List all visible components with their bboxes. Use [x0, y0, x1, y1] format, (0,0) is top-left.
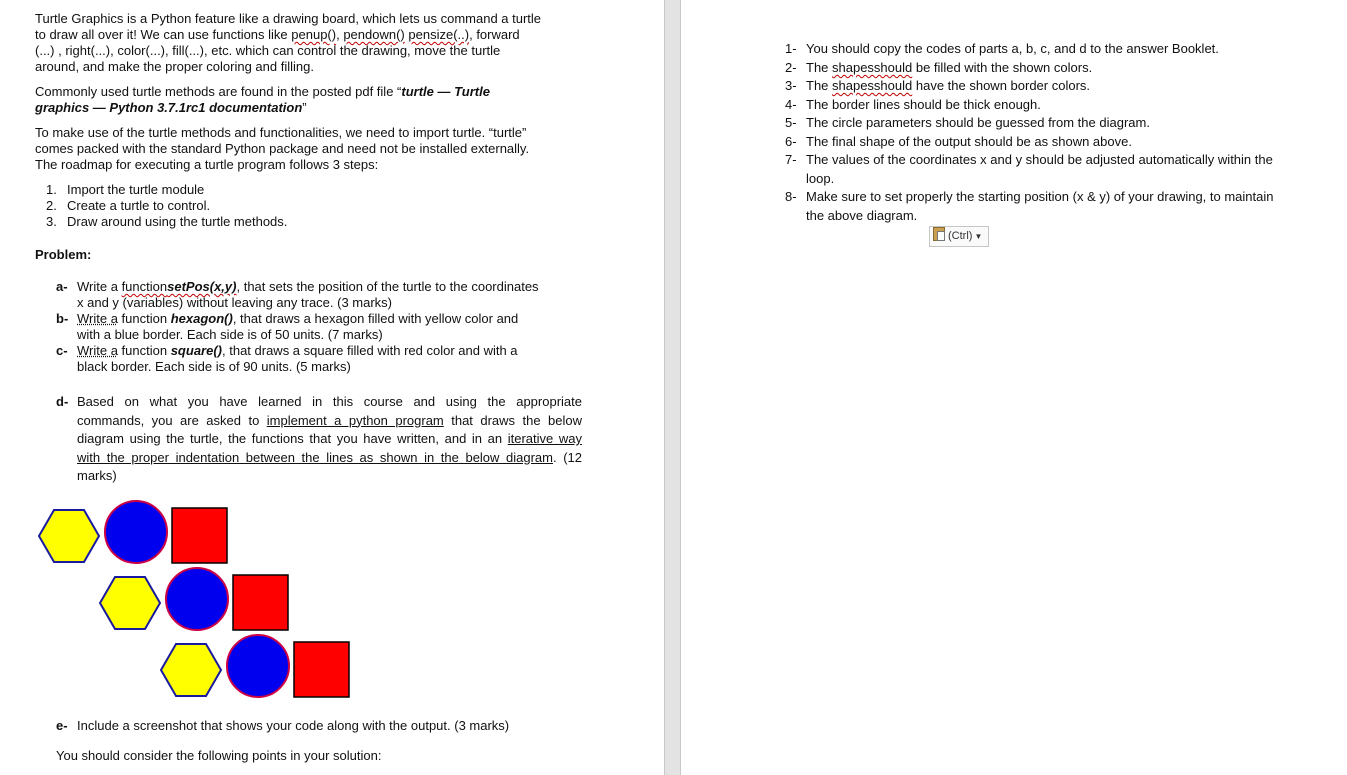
- requirement-text: The circle parameters should be guessed from the diagram.: [806, 115, 1150, 130]
- requirement-number: 2-: [785, 60, 797, 75]
- circle-shape: [105, 501, 167, 563]
- left-document-page: Turtle Graphics is a Python feature like a drawing board, which lets us command a turtle to draw all over it! We can use functions like penup(), pendown() pensize(..), forward (...) , right(...), color(...), fill(...), etc. which can control the drawing, move the turtle around, and make the proper coloring and filling. Commonly used turtle methods are found in the posted pdf file “turtle — Turtle graphics — Python 3.7.1rc1 documentation” To make use of the turtle methods and functionalities, we need to import turtle. “turtle” comes packed with the standard Python package and need not be installed externally. The roadmap for executing a turtle program follows 3 steps: 1. Import the turtle module 2. Create a turtle to control. 3. Draw around using the turtle methods. Problem: a- Write a functionsetPos(x,y), that sets the position of the turtle to the coordinates x and y (variables) without leaving any trace. (3 marks) b- Write a function hexagon(), that draws a hexagon filled with yellow color and with a blue border. Each side is of 50 units. (7 marks) c- Write a function square(), that draws a square filled with red color and with a black border. Each side is of 90 units. (5 marks) d- Based on what you have learned in this course and using the appropriate commands, you are asked to implement a python program that draws the below diagram using the turtle, the functions that you have written, and in an iterative way with the proper indentation between the lines as shown in the below diagram. (12 marks) e- Include a screenshot that shows your code along with the output. (3 marks) You should consider the following points in your solution:: [0, 0, 664, 775]
- requirement-text: The shapesshould have the shown border colors.: [806, 78, 1091, 93]
- step-text: Import the turtle module: [67, 182, 205, 197]
- item-label: d-: [56, 394, 69, 409]
- intro-line-4: around, and make the proper coloring and filling.: [35, 59, 314, 74]
- item-label: e-: [56, 718, 68, 733]
- hexagon-shape: [39, 510, 99, 562]
- requirement-text: The border lines should be thick enough.: [806, 97, 1041, 112]
- requirement-number: 5-: [785, 115, 797, 130]
- circle-shape: [166, 568, 228, 630]
- item-label: a-: [56, 279, 68, 294]
- setpos-func-name: setPos(x,y): [167, 279, 237, 294]
- requirement-number: 7-: [785, 152, 797, 167]
- hexagon-shape: [100, 577, 160, 629]
- hexagon-func-name: hexagon(): [170, 311, 233, 326]
- requirement-text: The shapesshould be filled with the shown colors.: [806, 60, 1093, 75]
- docs-line-2: graphics — Python 3.7.1rc1 documentation”: [35, 100, 307, 115]
- square-shape: [294, 642, 349, 697]
- import-line-3: The roadmap for executing a turtle program follows 3 steps:: [35, 157, 379, 172]
- dropdown-arrow-icon: ▼: [974, 232, 983, 241]
- import-line-1: To make use of the turtle methods and functionalities, we need to import turtle. “turtle”: [35, 125, 527, 140]
- clipboard-icon: [933, 227, 945, 241]
- requirement-number: 3-: [785, 78, 797, 93]
- step-text: Draw around using the turtle methods.: [67, 214, 288, 229]
- requirement-number: 8-: [785, 189, 797, 204]
- requirement-number: 6-: [785, 134, 797, 149]
- intro-line-1: Turtle Graphics is a Python feature like a drawing board, which lets us command a turtle: [35, 11, 542, 26]
- requirement-text: Make sure to set properly the starting position (x & y) of your drawing, to maintain the above diagram.: [806, 189, 1274, 223]
- requirement-number: 4-: [785, 97, 797, 112]
- step-number: 3.: [46, 214, 57, 229]
- item-label: b-: [56, 311, 69, 326]
- requirement-number: 1-: [785, 41, 797, 56]
- right-document-page: [681, 0, 1347, 775]
- square-shape: [233, 575, 288, 630]
- intro-line-3: (...) , right(...), color(...), fill(...), etc. which can control the drawing, move the turtle: [35, 43, 501, 58]
- square-func-name: square(): [170, 343, 222, 358]
- step-number: 2.: [46, 198, 57, 213]
- paste-options-button[interactable]: (Ctrl) ▼: [929, 226, 989, 247]
- hexagon-shape: [161, 644, 221, 696]
- problem-heading: Problem:: [35, 247, 92, 262]
- requirement-text: You should copy the codes of parts a, b, c, and d to the answer Booklet.: [806, 41, 1219, 56]
- consider-line: You should consider the following points in your solution:: [56, 748, 382, 763]
- square-shape: [172, 508, 227, 563]
- docs-line-1: Commonly used turtle methods are found in the posted pdf file “turtle — Turtle: [35, 84, 490, 99]
- page-gutter: [664, 0, 681, 775]
- pensize-text: pensize(..): [408, 27, 470, 42]
- item-label: c-: [56, 343, 68, 358]
- turtle-diagram: [0, 0, 664, 775]
- requirement-text: The final shape of the output should be as shown above.: [806, 134, 1132, 149]
- requirement-text: The values of the coordinates x and y should be adjusted automatically within the loop.: [806, 152, 1273, 186]
- circle-shape: [227, 635, 289, 697]
- pendown-text: pendown(): [343, 27, 405, 42]
- penup-text: penup(): [291, 27, 337, 42]
- step-text: Create a turtle to control.: [67, 198, 211, 213]
- step-number: 1.: [46, 182, 57, 197]
- intro-line-2: to draw all over it! We can use functions like penup(), pendown() pensize(..), forward: [35, 27, 520, 42]
- import-line-2: comes packed with the standard Python package and need not be installed externally.: [35, 141, 530, 156]
